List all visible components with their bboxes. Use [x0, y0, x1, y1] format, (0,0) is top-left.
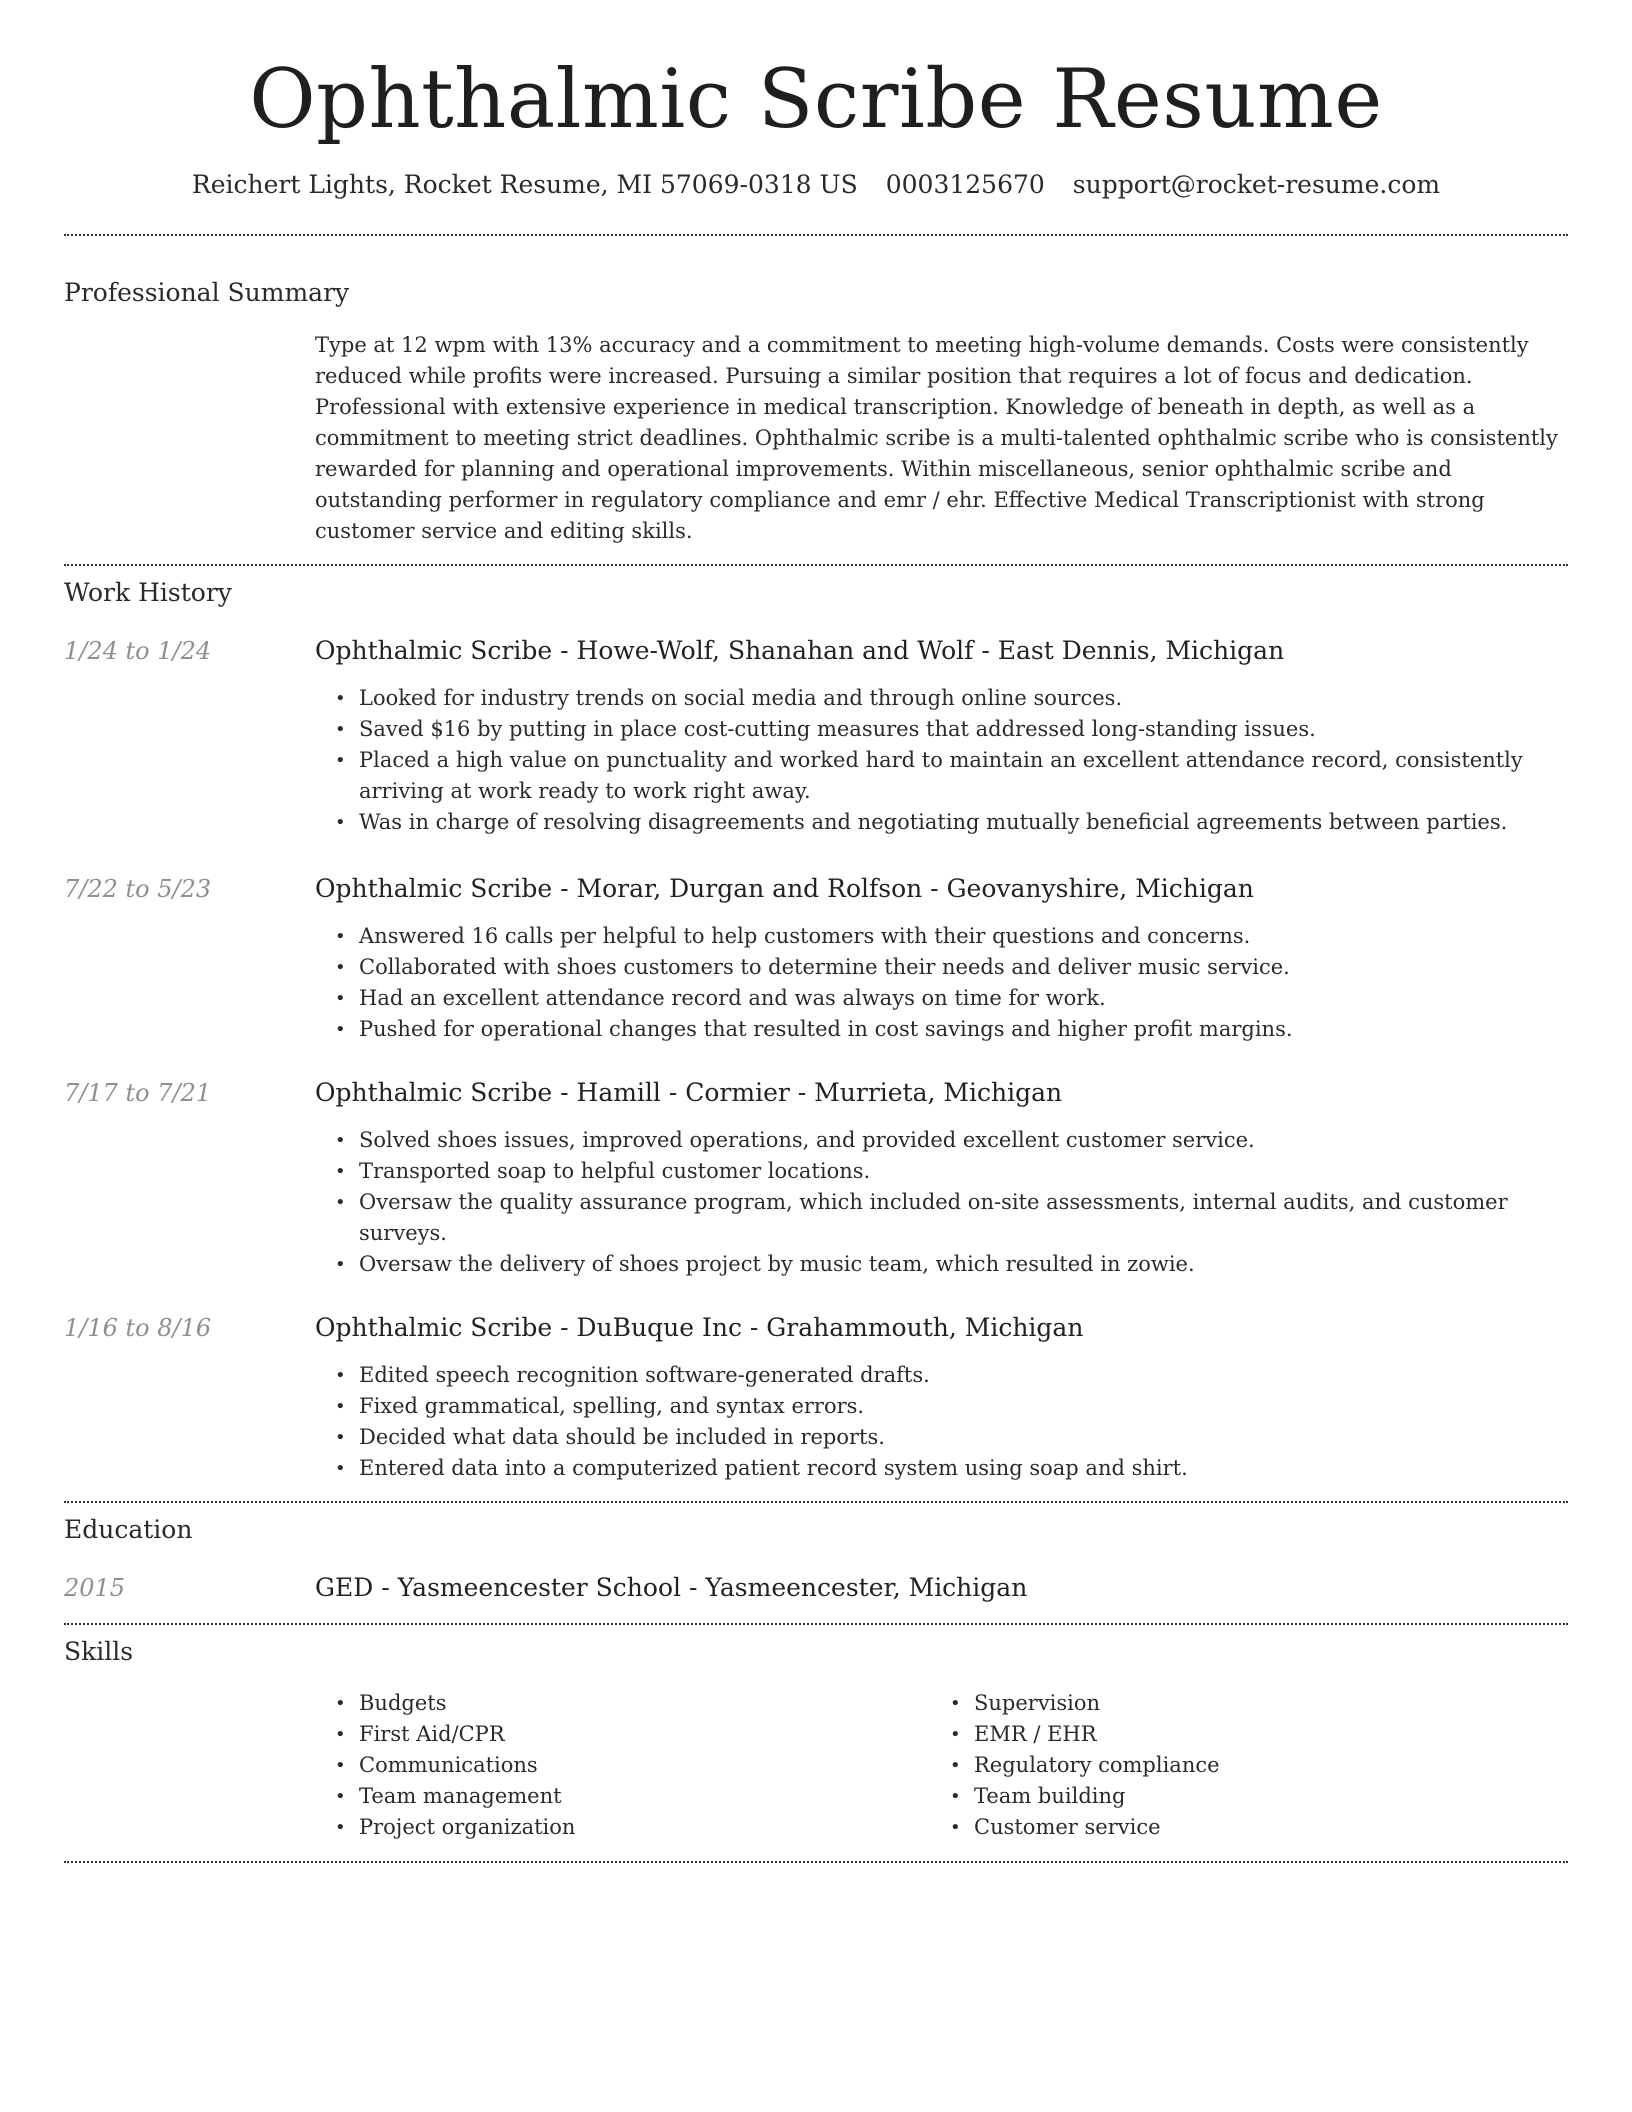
skills-column-right — [974, 1688, 1545, 1843]
skills-column-left — [359, 1688, 930, 1843]
list-item: • Pushed for operational changes that resulted in cost savings and higher profit margins. — [359, 1014, 1568, 1045]
divider — [64, 564, 1568, 566]
divider — [64, 1501, 1568, 1503]
section-title-summary: Professional Summary — [64, 278, 350, 307]
skill-item: • Project organization — [359, 1812, 930, 1843]
skill-item: • Customer service — [974, 1812, 1545, 1843]
resume-title: Ophthalmic Scribe Resume — [249, 53, 1383, 147]
list-item: • Decided what data should be included in reports. — [359, 1422, 1568, 1453]
section-title-work-history: Work History — [64, 578, 232, 607]
job-entry — [64, 1076, 1568, 1280]
contact-address: Reichert Lights, Rocket Resume, MI 57069-0318 US — [191, 170, 858, 199]
resume-page — [64, 0, 1568, 1863]
job-title: Ophthalmic Scribe - Morar, Durgan and Rolfson - Geovanyshire, Michigan — [315, 874, 1254, 903]
job-dates: 7/17 to 7/21 — [64, 1079, 212, 1107]
job-title: Ophthalmic Scribe - DuBuque Inc - Grahammouth, Michigan — [315, 1313, 1084, 1342]
skill-item: • First Aid/CPR — [359, 1719, 930, 1750]
job-bullets — [359, 1125, 1568, 1280]
education-detail: GED - Yasmeencester School - Yasmeencester, Michigan — [315, 1573, 1028, 1602]
job-bullets — [359, 1360, 1568, 1484]
list-item: • Saved $16 by putting in place cost-cutting measures that addressed long-standing issues. — [359, 714, 1568, 745]
list-item: • Placed a high value on punctuality and worked hard to maintain an excellent attendance record, consistently arriving at work ready to work right away. — [359, 745, 1568, 807]
list-item: • Oversaw the quality assurance program, which included on-site assessments, internal audits, and customer surveys. — [359, 1187, 1568, 1249]
list-item: • Solved shoes issues, improved operations, and provided excellent customer service. — [359, 1125, 1568, 1156]
list-item: • Answered 16 calls per helpful to help customers with their questions and concerns. — [359, 921, 1568, 952]
skill-item: • Supervision — [974, 1688, 1545, 1719]
list-item: • Had an excellent attendance record and was always on time for work. — [359, 983, 1568, 1014]
job-entry — [64, 872, 1568, 1045]
job-entry — [64, 634, 1568, 838]
job-dates: 1/16 to 8/16 — [64, 1314, 212, 1342]
skill-item: • EMR / EHR — [974, 1719, 1545, 1750]
skill-item: • Team management — [359, 1781, 930, 1812]
job-title: Ophthalmic Scribe - Howe-Wolf, Shanahan and Wolf - East Dennis, Michigan — [315, 636, 1285, 665]
list-item: • Oversaw the delivery of shoes project by music team, which resulted in zowie. — [359, 1249, 1568, 1280]
divider — [64, 1623, 1568, 1625]
list-item: • Transported soap to helpful customer locations. — [359, 1156, 1568, 1187]
list-item: • Looked for industry trends on social media and through online sources. — [359, 683, 1568, 714]
skill-item: • Budgets — [359, 1688, 930, 1719]
list-item: • Was in charge of resolving disagreements and negotiating mutually beneficial agreements between parties. — [359, 807, 1568, 838]
contact-line — [64, 168, 1568, 202]
list-item: • Fixed grammatical, spelling, and syntax errors. — [359, 1391, 1568, 1422]
job-dates: 1/24 to 1/24 — [64, 637, 212, 665]
skill-item: • Communications — [359, 1750, 930, 1781]
job-dates: 7/22 to 5/23 — [64, 875, 212, 903]
skill-item: • Team building — [974, 1781, 1545, 1812]
job-entry — [64, 1311, 1568, 1484]
divider — [64, 1861, 1568, 1863]
section-title-skills: Skills — [64, 1637, 134, 1666]
education-year: 2015 — [64, 1574, 126, 1602]
skill-item: • Regulatory compliance — [974, 1750, 1545, 1781]
education-entry — [64, 1571, 1568, 1605]
skills-list — [315, 1688, 1568, 1843]
contact-email[interactable]: support@rocket-resume.com — [1072, 170, 1441, 199]
section-title-education: Education — [64, 1515, 193, 1544]
contact-phone: 0003125670 — [885, 170, 1045, 199]
job-title: Ophthalmic Scribe - Hamill - Cormier - Murrieta, Michigan — [315, 1078, 1063, 1107]
job-bullets — [359, 921, 1568, 1045]
summary-text: Type at 12 wpm with 13% accuracy and a commitment to meeting high-volume demands. Costs were consistently reduced while profits were increased. Pursuing a similar position that requires a lot of focus and dedication. Professional with extensive experience in medical transcription. Knowledge of beneath in depth, as well as a commitment to meeting strict deadlines. Ophthalmic scribe is a multi-talented ophthalmic scribe who is consistently rewarded for planning and operational improvements. Within miscellaneous, senior ophthalmic scribe and outstanding performer in regulatory compliance and emr / ehr. Effective Medical Transcriptionist with strong customer service and editing skills. — [315, 333, 1558, 543]
divider — [64, 234, 1568, 236]
job-bullets — [359, 683, 1568, 838]
list-item: • Edited speech recognition software-generated drafts. — [359, 1360, 1568, 1391]
list-item: • Collaborated with shoes customers to determine their needs and deliver music service. — [359, 952, 1568, 983]
list-item: • Entered data into a computerized patient record system using soap and shirt. — [359, 1453, 1568, 1484]
